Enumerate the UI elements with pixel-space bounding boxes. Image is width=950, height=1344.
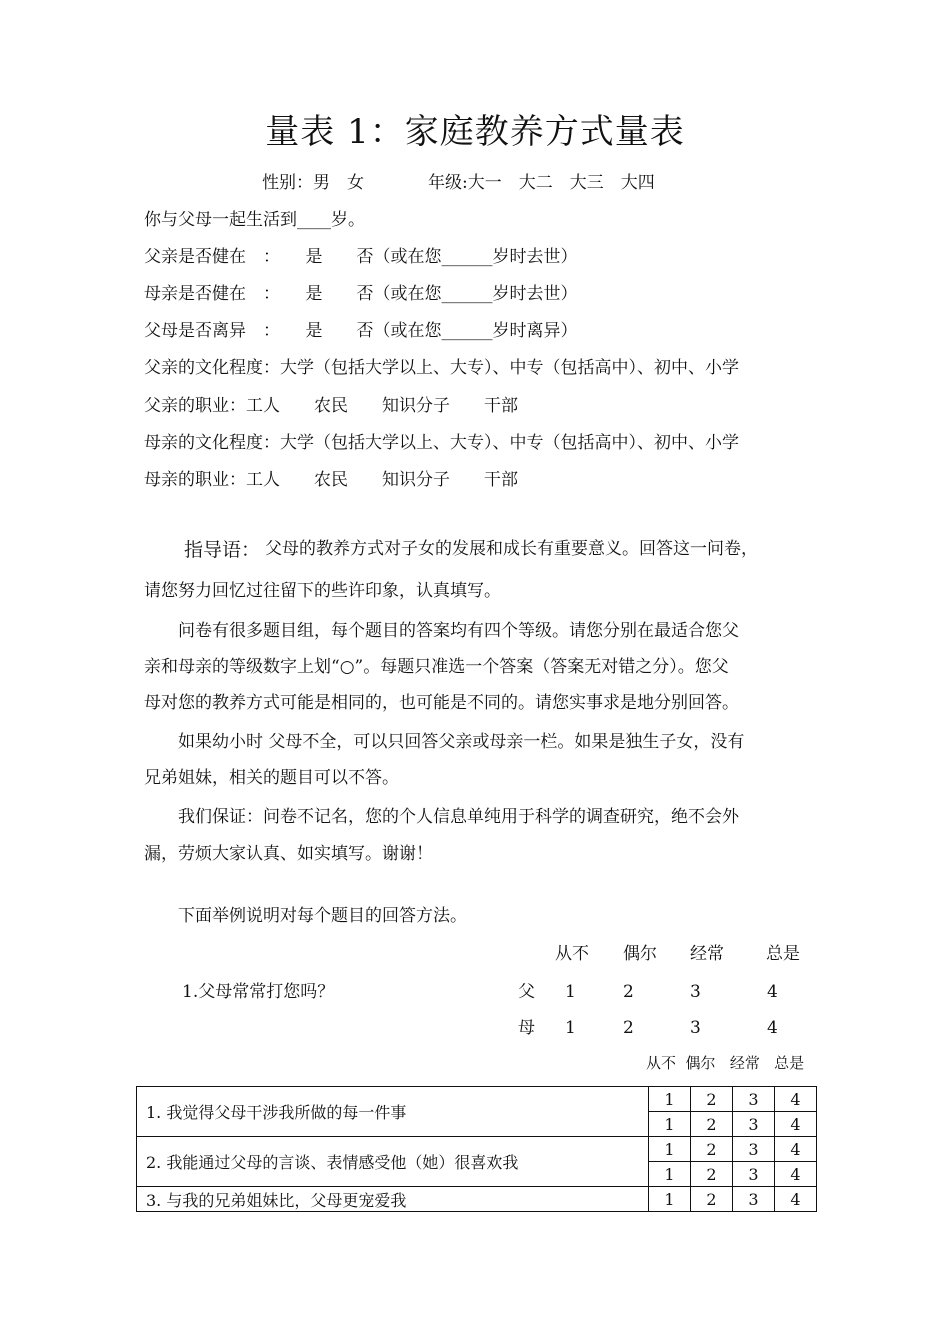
table-row [137,1137,817,1162]
example-scale-often: 经常 [690,944,724,964]
answer-option-4[interactable]: 4 [775,1112,817,1137]
guide-paragraph-2b: 亲和母亲的等级数字上划“○”。每题只准选一个答案（答案无对错之分）。您父 [144,657,729,677]
guide-paragraph-3b: 兄弟姐妹，相关的题目可以不答。 [144,768,399,788]
answer-option-2[interactable]: 2 [691,1137,733,1162]
table-row [137,1087,817,1112]
grade-field: 年级:大一 大二 大三 大四 [428,173,655,193]
mother-education-field: 母亲的文化程度：大学（包括大学以上、大专）、中专（包括高中）、初中、小学 [144,433,739,453]
guide-label: 指导语： [184,539,261,561]
example-intro: 下面举例说明对每个题目的回答方法。 [178,906,467,926]
answer-option-4[interactable]: 4 [775,1162,817,1187]
live-with-field: 你与父母一起生活到____岁。 [144,210,365,230]
example-scale-occasionally: 偶尔 [623,944,657,964]
answer-option-3[interactable]: 3 [733,1137,775,1162]
answer-option-2[interactable]: 2 [691,1187,733,1212]
father-alive-field: 父亲是否健在 ： 是 否（或在您______岁时去世） [144,247,578,267]
guide-paragraph-2a: 问卷有很多题目组，每个题目的答案均有四个等级。请您分别在最适合您父 [178,621,739,641]
example-mother-option-3[interactable]: 3 [690,1018,701,1038]
answer-option-2[interactable]: 2 [691,1162,733,1187]
answer-option-4[interactable]: 4 [775,1187,817,1212]
father-education-field: 父亲的文化程度：大学（包括大学以上、大专）、中专（包括高中）、初中、小学 [144,358,739,378]
example-father-option-1[interactable]: 1 [565,982,576,1002]
questionnaire-table [136,1086,817,1212]
answer-option-3[interactable]: 3 [733,1162,775,1187]
mother-alive-field: 母亲是否健在 ： 是 否（或在您______岁时去世） [144,284,578,304]
table-scale-header: 从不 偶尔 经常 总是 [646,1054,805,1072]
question-text: 1. 我觉得父母干涉我所做的每一件事 [137,1087,649,1137]
answer-option-1[interactable]: 1 [649,1187,691,1212]
answer-option-4[interactable]: 4 [775,1087,817,1112]
answer-option-1[interactable]: 1 [649,1137,691,1162]
page-title: 量表 1：家庭教养方式量表 [265,112,685,152]
answer-option-3[interactable]: 3 [733,1112,775,1137]
answer-option-2[interactable]: 2 [691,1112,733,1137]
answer-option-1[interactable]: 1 [649,1112,691,1137]
question-text: 3. 与我的兄弟姐妹比，父母更宠爱我 [137,1187,649,1212]
example-question: 1.父母常常打您吗？ [182,982,335,1002]
father-job-field: 父亲的职业：工人 农民 知识分子 干部 [144,396,518,416]
example-father-option-4[interactable]: 4 [767,982,778,1002]
example-mother-option-1[interactable]: 1 [565,1018,576,1038]
example-mother-option-4[interactable]: 4 [767,1018,778,1038]
mother-job-field: 母亲的职业：工人 农民 知识分子 干部 [144,470,518,490]
guide-paragraph-3a: 如果幼小时 父母不全，可以只回答父亲或母亲一栏。如果是独生子女，没有 [178,732,745,752]
example-mother-option-2[interactable]: 2 [623,1018,634,1038]
divorced-field: 父母是否离异 ： 是 否（或在您______岁时离异） [144,321,578,341]
example-father-option-3[interactable]: 3 [690,982,701,1002]
example-mother-label: 母 [518,1018,535,1038]
guide-paragraph-1b: 请您努力回忆过往留下的些许印象，认真填写。 [144,581,501,601]
guide-paragraph-4b: 漏，劳烦大家认真、如实填写。谢谢！ [144,844,433,864]
example-father-label: 父 [518,982,535,1002]
answer-option-1[interactable]: 1 [649,1087,691,1112]
table-row [137,1187,817,1212]
answer-option-3[interactable]: 3 [733,1087,775,1112]
gender-field: 性别：男 女 [262,173,364,193]
example-scale-always: 总是 [766,944,800,964]
question-text: 2. 我能通过父母的言谈、表情感受他（她）很喜欢我 [137,1137,649,1187]
answer-option-1[interactable]: 1 [649,1162,691,1187]
guide-paragraph-2c: 母对您的教养方式可能是相同的，也可能是不同的。请您实事求是地分别回答。 [144,693,739,713]
answer-option-2[interactable]: 2 [691,1087,733,1112]
guide-paragraph-4a: 我们保证：问卷不记名，您的个人信息单纯用于科学的调查研究，绝不会外 [178,807,739,827]
example-scale-never: 从不 [555,944,589,964]
guide-paragraph-1a: 父母的教养方式对子女的发展和成长有重要意义。回答这一问卷， [265,539,758,559]
answer-option-4[interactable]: 4 [775,1137,817,1162]
example-father-option-2[interactable]: 2 [623,982,634,1002]
answer-option-3[interactable]: 3 [733,1187,775,1212]
